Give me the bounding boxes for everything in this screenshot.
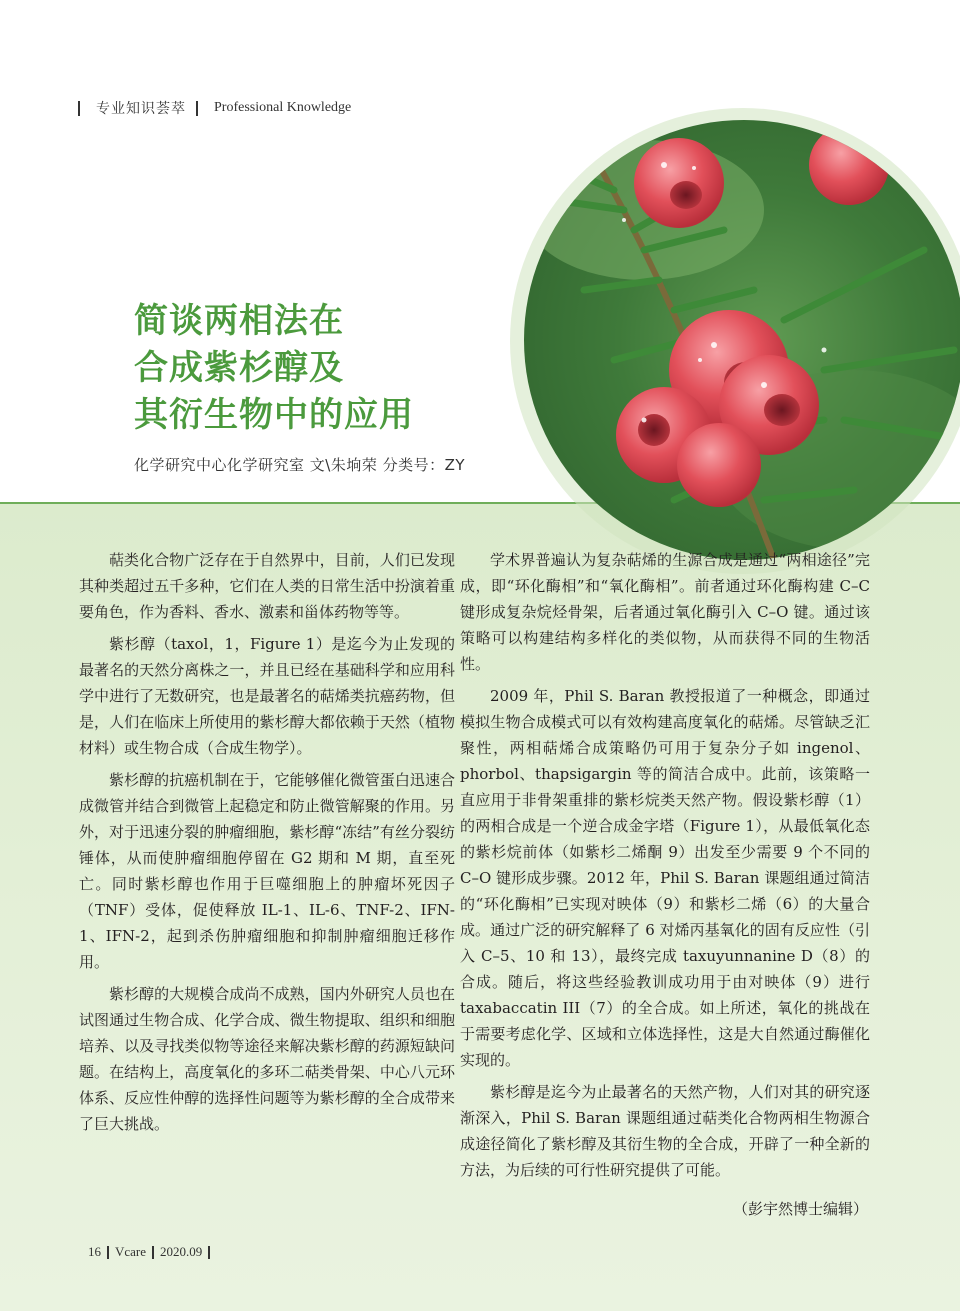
- title-line-1: 简谈两相法在: [134, 301, 344, 341]
- editor-note: （彭宇然博士编辑）: [733, 1200, 869, 1218]
- body-column-left: [79, 547, 455, 1143]
- paragraph: 紫杉醇（taxol，1，Figure 1）是迄今为止发现的最著名的天然分离株之一，并且已经在基础科学和应用科学中进行了无数研究，也是最著名的萜烯类抗癌药物，但是，人们在临床上所使用的紫杉醇大都依赖于天然（植物材料）或生物合成（合成生物学）。: [79, 635, 455, 757]
- section-title-en: Professional Knowledge: [214, 100, 352, 115]
- paragraph: 紫杉醇的大规模合成尚不成熟，国内外研究人员也在试图通过生物合成、化学合成、微生物提取、组织和细胞培养、以及寻找类似物等途径来解决紫杉醇的药源短缺问题。在结构上，高度氧化的多环二萜类骨架、中心八元环体系、反应性仲醇的选择性问题等为紫杉醇的全合成带来了巨大挑战。: [79, 985, 455, 1133]
- article-title: [134, 298, 414, 439]
- page-header: [78, 97, 351, 119]
- section-title-cn: 专业知识荟萃: [96, 101, 186, 117]
- header-divider: [78, 101, 80, 116]
- magazine-name: Vcare: [115, 1244, 147, 1259]
- title-line-3: 其衍生物中的应用: [134, 395, 414, 435]
- paragraph: 2009 年，Phil S. Baran 教授报道了一种概念，即通过模拟生物合成模式可以有效构建高度氧化的萜烯。尽管缺乏汇聚性，两相萜烯合成策略仍可用于复杂分子如 ingenol、phorbol、thapsigargin 等的简洁合成中。此前，该策略一直应用于非骨架重排的紫杉烷类天然产物。假设紫杉醇（1）的两相合成是一个逆合成金字塔（Figure 1），从最低氧化态的紫杉烷前体（如紫杉二烯酮 9）出发至少需要 9 个不同的 C–O 键形成步骤。2012 年，Phil S. Baran 课题组通过简洁的“环化酶相”已实现对映体（9）和紫杉二烯（6）的大量合成。通过广泛的研究解释了 6 对烯丙基氧化的固有反应性（引入 C–5、10 和 13），最终完成 taxuyunnanine D（8）的合成。随后，将这些经验教训成功用于由对映体（9）进行 taxabaccatin III（7）的全合成。如上所述，氧化的挑战在于需要考虑化学、区域和立体选择性，这是大自然通过酶催化实现的。: [460, 687, 870, 1069]
- body-column-right: [460, 547, 870, 1189]
- yew-berry-illustration: [524, 120, 960, 560]
- page-footer: [88, 1243, 216, 1261]
- paragraph: 学术界普遍认为复杂萜烯的生源合成是通过“两相途径”完成，即“环化酶相”和“氧化酶相”。前者通过环化酶构建 C–C 键形成复杂烷烃骨架，后者通过氧化酶引入 C–O 键。通过该策略可以构建结构多样化的类似物，从而获得不同的生物活性。: [460, 551, 870, 673]
- footer-divider: [208, 1246, 210, 1259]
- paragraph: 萜类化合物广泛存在于自然界中，目前，人们已发现其种类超过五千多种，它们在人类的日常生活中扮演着重要角色，作为香料、香水、激素和甾体药物等等。: [79, 551, 455, 621]
- issue-date: 2020.09: [160, 1244, 203, 1259]
- paragraph: 紫杉醇的抗癌机制在于，它能够催化微管蛋白迅速合成微管并结合到微管上起稳定和防止微管解聚的作用。另外，对于迅速分裂的肿瘤细胞，紫杉醇“冻结”有丝分裂纺锤体，从而使肿瘤细胞停留在 G2 期和 M 期，直至死亡。同时紫杉醇也作用于巨噬细胞上的肿瘤坏死因子（TNF）受体，促使释放 IL-1、IL-6、TNF-2、IFN-1、IFN-2，起到杀伤肿瘤细胞和抑制肿瘤细胞迁移作用。: [79, 771, 455, 971]
- title-line-2: 合成紫杉醇及: [134, 348, 344, 388]
- yew-berry-photo: [524, 120, 960, 560]
- paragraph: 紫杉醇是迄今为止最著名的天然产物，人们对其的研究逐渐深入，Phil S. Baran 课题组通过萜类化合物两相生物源合成途径简化了紫杉醇及其衍生物的全合成，开辟了一种全新的方法，为后续的可行性研究提供了可能。: [460, 1083, 870, 1179]
- article-byline: 化学研究中心化学研究室 文\朱垧荣 分类号：ZY: [134, 456, 466, 474]
- header-divider: [196, 101, 198, 116]
- footer-divider: [152, 1246, 154, 1259]
- page-number: 16: [88, 1244, 101, 1259]
- footer-divider: [107, 1246, 109, 1259]
